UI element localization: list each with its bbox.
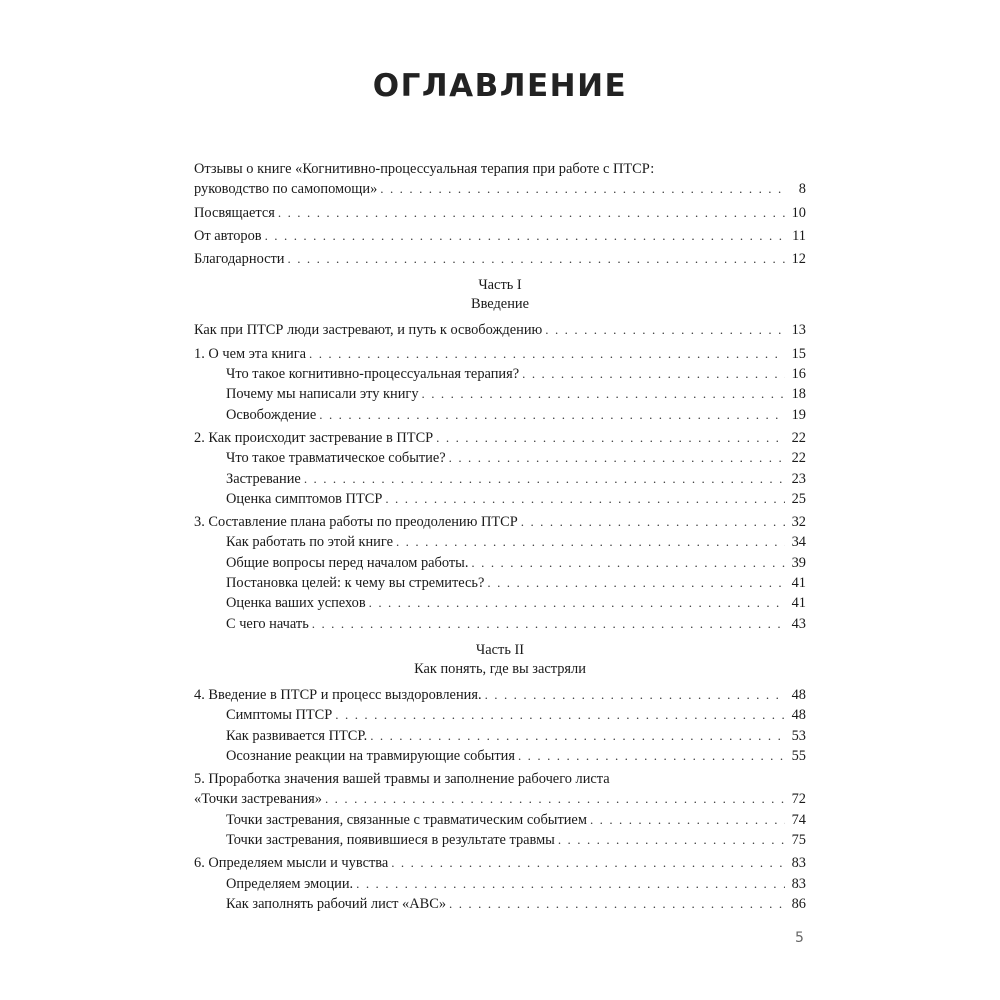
toc-leader-dots <box>369 593 785 613</box>
toc-entry-title: Освобождение <box>226 406 317 423</box>
toc-subentry[interactable] <box>194 894 806 914</box>
toc-entry-authors[interactable] <box>194 226 806 246</box>
toc-entry-acknowledgements[interactable] <box>194 249 806 269</box>
toc-leader-dots <box>278 203 785 223</box>
toc-leader-dots <box>309 344 785 364</box>
toc-entry-title: Осознание реакции на травмирующие события <box>226 747 515 764</box>
toc-leader-dots <box>304 469 785 489</box>
toc-leader-dots <box>590 810 785 830</box>
toc-leader-dots <box>518 746 785 766</box>
toc-subentry[interactable] <box>194 874 806 894</box>
toc-subentry[interactable] <box>194 364 806 384</box>
toc-entry-page: 39 <box>791 554 806 571</box>
toc-entry-page: 22 <box>791 429 806 446</box>
toc-leader-dots <box>335 705 785 725</box>
part-label: Часть I <box>478 277 522 294</box>
toc-leader-dots <box>380 179 785 199</box>
toc-leader-dots <box>422 384 785 404</box>
toc-leader-dots <box>356 874 785 894</box>
toc-entry-page: 13 <box>791 322 806 339</box>
part-title: Как понять, где вы застряли <box>414 660 586 677</box>
toc-entry-page: 55 <box>791 747 806 764</box>
toc-entry-title: 2. Как происходит застревание в ПТСР <box>194 429 434 446</box>
toc-entry-title: Как при ПТСР люди застревают, и путь к освобождению <box>194 322 543 339</box>
toc-entry-page: 86 <box>791 895 806 912</box>
toc-entry-dedication[interactable] <box>194 203 806 223</box>
toc-entry-title: Симптомы ПТСР <box>226 707 333 724</box>
toc-chapter-3[interactable] <box>194 512 806 532</box>
toc-entry-page: 15 <box>791 345 806 362</box>
toc-entry-page: 74 <box>791 811 806 828</box>
toc-subentry[interactable] <box>194 532 806 552</box>
toc-subentry[interactable] <box>194 405 806 425</box>
toc-entry-page: 41 <box>791 595 806 612</box>
toc-leader-dots <box>471 553 785 573</box>
toc-entry-page: 83 <box>791 875 806 892</box>
toc-entry-page: 53 <box>791 727 806 744</box>
toc-entry-reviews[interactable] <box>194 179 806 199</box>
toc-leader-dots <box>370 726 785 746</box>
toc-subentry[interactable] <box>194 614 806 634</box>
toc-entry-title: Точки застревания, появившиеся в результате травмы <box>226 832 555 849</box>
toc-subentry[interactable] <box>194 573 806 593</box>
toc-chapter-2[interactable] <box>194 428 806 448</box>
toc-entry-line: Отзывы о книге «Когнитивно-процессуальная терапия при работе с ПТСР: <box>194 161 655 177</box>
part-label: Часть II <box>475 641 525 658</box>
toc-subentry[interactable] <box>194 705 806 725</box>
toc-leader-dots <box>385 489 785 509</box>
toc-entry-title: Определяем эмоции. <box>226 875 354 892</box>
toc-chapter-6[interactable] <box>194 853 806 873</box>
toc-leader-dots <box>391 853 785 873</box>
toc-entry-title: 6. Определяем мысли и чувства <box>194 855 389 872</box>
toc-leader-dots <box>449 448 785 468</box>
toc-entry-title: Почему мы написали эту книгу <box>226 386 419 403</box>
toc-chapter-1[interactable] <box>194 344 806 364</box>
toc-entry-title: руководство по самопомощи» <box>194 181 378 198</box>
toc-entry-title: Как развивается ПТСР. <box>226 727 368 744</box>
toc-entry-page: 12 <box>791 251 806 268</box>
toc-entry-line: 5. Проработка значения вашей травмы и заполнение рабочего листа <box>194 771 610 788</box>
toc-subentry[interactable] <box>194 448 806 468</box>
toc-leader-dots <box>312 614 785 634</box>
toc-leader-dots <box>265 226 785 246</box>
toc-entry-title: Благодарности <box>194 251 285 268</box>
toc-leader-dots <box>558 830 785 850</box>
toc-entry-page: 16 <box>791 366 806 383</box>
toc-subentry[interactable] <box>194 384 806 404</box>
toc-leader-dots <box>485 685 785 705</box>
toc-leader-dots <box>521 512 785 532</box>
toc-entry-title: Посвящается <box>194 204 275 221</box>
toc-entry-title: От авторов <box>194 227 262 244</box>
toc-entry-title: Что такое когнитивно-процессуальная терапия? <box>226 366 520 383</box>
toc-entry-intro[interactable] <box>194 320 806 340</box>
toc-entry-title: Точки застревания, связанные с травматическим событием <box>226 811 587 828</box>
toc-leader-dots <box>522 364 785 384</box>
toc-leader-dots <box>319 405 785 425</box>
toc-entry-title: Как заполнять рабочий лист «АВС» <box>226 895 447 912</box>
toc-entry-page: 18 <box>791 386 806 403</box>
page-number: 5 <box>795 930 804 946</box>
toc-entry-page: 8 <box>798 181 806 198</box>
toc-entry-title: Как работать по этой книге <box>226 534 393 551</box>
toc-leader-dots <box>487 573 785 593</box>
toc-subentry[interactable] <box>194 593 806 613</box>
toc-entry-title: 3. Составление плана работы по преодолению ПТСР <box>194 514 518 531</box>
toc-entry-title: Общие вопросы перед началом работы. <box>226 554 469 571</box>
toc-entry-title: Оценка симптомов ПТСР <box>226 490 383 507</box>
toc-chapter-4[interactable] <box>194 685 806 705</box>
toc-entry-page: 43 <box>791 615 806 632</box>
toc-leader-dots <box>325 789 785 809</box>
toc-chapter-5[interactable] <box>194 789 806 809</box>
toc-entry-title: Оценка ваших успехов <box>226 595 366 612</box>
toc-entry-title: Застревание <box>226 470 301 487</box>
toc-leader-dots <box>288 249 785 269</box>
toc-entry-page: 41 <box>791 575 806 592</box>
toc-entry-page: 75 <box>791 832 806 849</box>
toc-entry-title: Постановка целей: к чему вы стремитесь? <box>226 575 485 592</box>
toc-entry-title: 4. Введение в ПТСР и процесс выздоровления. <box>194 686 482 703</box>
toc-entry-page: 19 <box>791 406 806 423</box>
toc-entry-page: 10 <box>791 204 806 221</box>
toc-leader-dots <box>396 532 785 552</box>
toc-entry-page: 32 <box>791 514 806 531</box>
toc-entry-page: 25 <box>791 490 806 507</box>
toc-entry-title: 1. О чем эта книга <box>194 345 307 362</box>
toc-leader-dots <box>436 428 785 448</box>
toc-entry-title: Что такое травматическое событие? <box>226 450 446 467</box>
toc-subentry[interactable] <box>194 469 806 489</box>
part-title: Введение <box>470 296 529 313</box>
toc-entry-page: 22 <box>791 450 806 467</box>
toc-subentry[interactable] <box>194 489 806 509</box>
toc-entry-title: «Точки застревания» <box>194 791 322 808</box>
toc-entry-page: 23 <box>791 470 806 487</box>
toc-entry-page: 48 <box>791 707 806 724</box>
toc-subentry[interactable] <box>194 830 806 850</box>
toc-entry-page: 48 <box>791 686 806 703</box>
toc-entry-page: 72 <box>791 791 806 808</box>
toc-subentry[interactable] <box>194 553 806 573</box>
page-title: ОГЛАВЛЕНИЕ <box>372 68 628 104</box>
toc-leader-dots <box>449 894 785 914</box>
toc-entry-page: 11 <box>792 227 806 244</box>
table-of-contents <box>194 159 806 914</box>
toc-entry-page: 34 <box>791 534 806 551</box>
toc-subentry[interactable] <box>194 746 806 766</box>
toc-entry-title: С чего начать <box>226 615 309 632</box>
toc-subentry[interactable] <box>194 810 806 830</box>
toc-leader-dots <box>545 320 785 340</box>
toc-entry-page: 83 <box>791 855 806 872</box>
toc-subentry[interactable] <box>194 726 806 746</box>
